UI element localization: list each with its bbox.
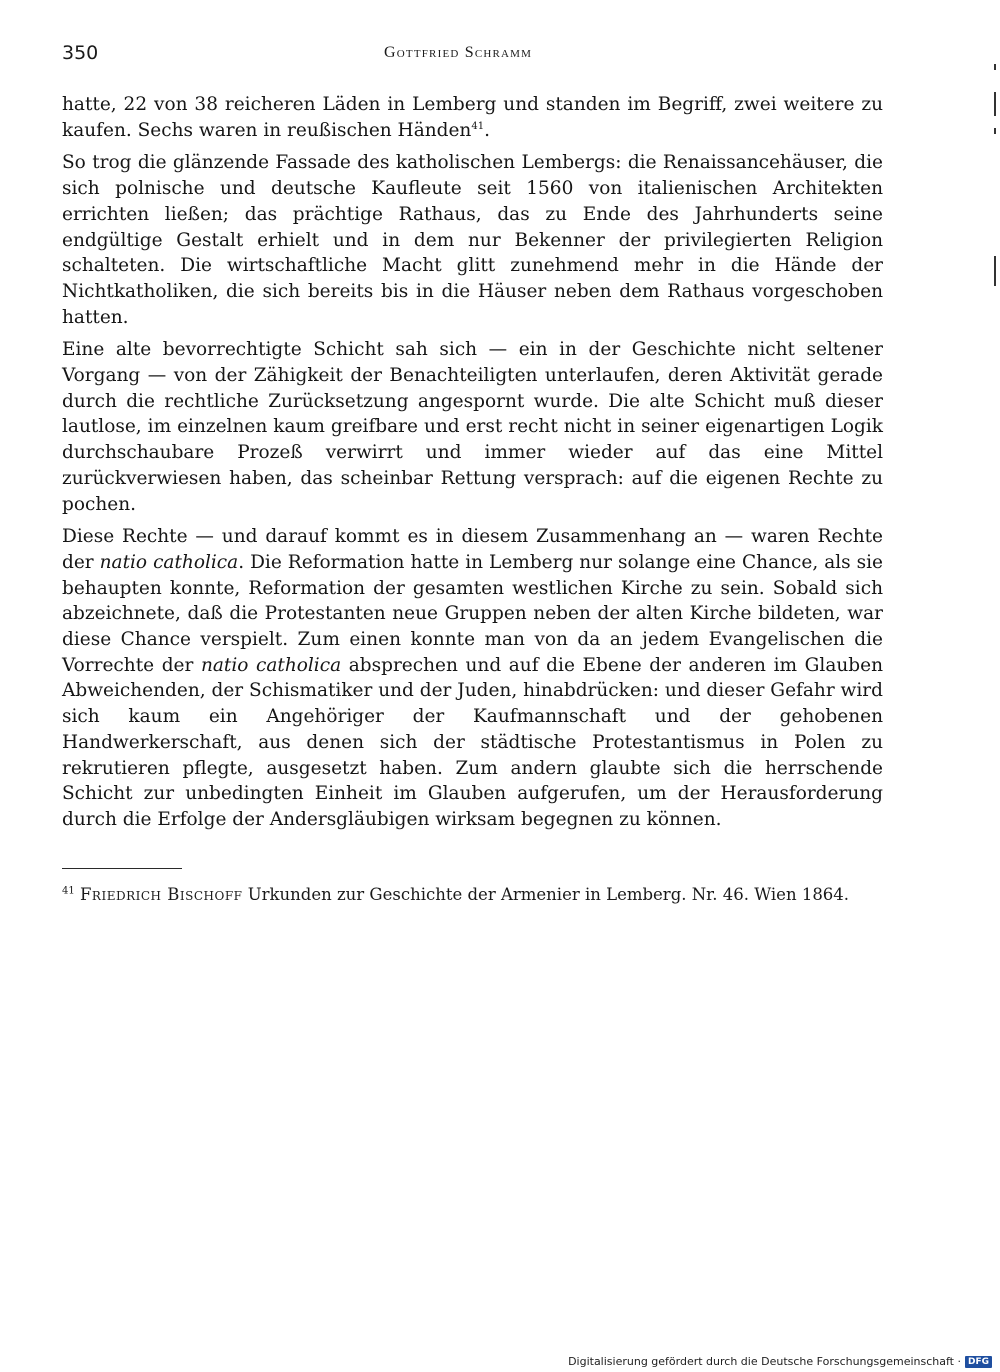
footnote (62, 884, 883, 906)
dfg-logo-icon: DFG (965, 1356, 992, 1368)
footnote-divider (62, 868, 182, 869)
footnote-number: 41 (62, 885, 75, 897)
scan-mark (994, 92, 996, 116)
page-header (62, 42, 882, 70)
paragraph-text: hatte, 22 von 38 reicheren Läden in Lemberg und standen im Begriff, zwei weitere zu kaufen. Sechs waren in reußischen Händen (62, 94, 883, 141)
paragraph: So trog die glänzende Fassade des katholischen Lembergs: die Renaissancehäuser, die sich polnische und deutsche Kaufleute seit 1560 von italienischen Architekten errichten ließen; das prächtige Rathaus, das zu Ende des Jahrhunderts seine endgültige Gestalt erhielt und in dem nur Bekenner der privilegierten Religion schalteten. Die wirtschaftliche Macht glitt zunehmend mehr in die Hände der Nichtkatholiken, die sich bereits bis in die Häuser neben dem Rathaus vorgeschoben hatten. (62, 152, 883, 328)
paragraph-text: absprechen und auf die Ebene der anderen im Glauben Abweichenden, der Schismatiker und der Juden, hinabdrücken: und dieser Gefahr wird sich kaum ein Angehöriger der Kaufmannschaft und der gehobenen Handwerkerschaft, aus denen sich der städtische Protestantismus in Polen zu rekrutieren pflegte, ausgesetzt haben. Zum andern glaubte sich die herrschende Schicht zur unbedingten Einheit im Glauben aufgerufen, um der Herausforderung durch die Erfolge der Andersgläubigen wirksam begegnen zu können. (62, 654, 883, 830)
digitization-credit (568, 1355, 992, 1368)
paragraph-text: Diese Rechte — und darauf kommt es in diesem Zusammenhang an — waren Rechte der (62, 526, 883, 573)
footnote-author: Friedrich Bischoff (79, 885, 243, 904)
italic-term: natio catholica (200, 654, 342, 676)
italic-term: natio catholica (99, 551, 239, 573)
running-title: Gottfried Schramm (384, 44, 533, 61)
scan-mark (994, 256, 996, 286)
paragraph: Eine alte bevorrechtigte Schicht sah sich — ein in der Geschichte nicht seltener Vorgang — von der Zähigkeit der Benachteiligten unterlaufen, deren Aktivität gerade durch die rechtliche Zurücksetzung angespornt wurde. Die alte Schicht muß dieser lautlose, im einzelnen kaum greifbare und erst recht nicht in seiner eigenartigen Logik durchschaubare Prozeß verwirrt und immer wieder auf das eine Mittel zurückverwiesen haben, das scheinbar Rettung versprach: auf die eigenen Rechte zu pochen. (62, 339, 883, 515)
scan-mark (994, 128, 996, 134)
paragraph (62, 92, 883, 143)
page-number: 350 (62, 42, 99, 64)
body-text (62, 92, 883, 840)
paragraph-text: . (484, 119, 490, 141)
credit-text: Digitalisierung gefördert durch die Deutsche Forschungsgemeinschaft · (568, 1355, 961, 1368)
scan-mark (994, 64, 996, 70)
scan-edge-marks (994, 60, 1000, 360)
footnote-reference[interactable]: 41 (471, 120, 485, 132)
paragraph (62, 524, 883, 832)
footnote-text: Urkunden zur Geschichte der Armenier in Lemberg. Nr. 46. Wien 1864. (242, 885, 850, 904)
paragraph-text: . Die Reformation hatte in Lemberg nur solange eine Chance, als sie behaupten konnte, Reformation der gesamten westlichen Kirche zu sein. Sobald sich abzeichnete, daß die Protestanten neue Gruppen neben der alten Kirche bildeten, war diese Chance verspielt. Zum einen konnte man von da an jedem Evangelischen die Vorrechte der (62, 551, 884, 676)
